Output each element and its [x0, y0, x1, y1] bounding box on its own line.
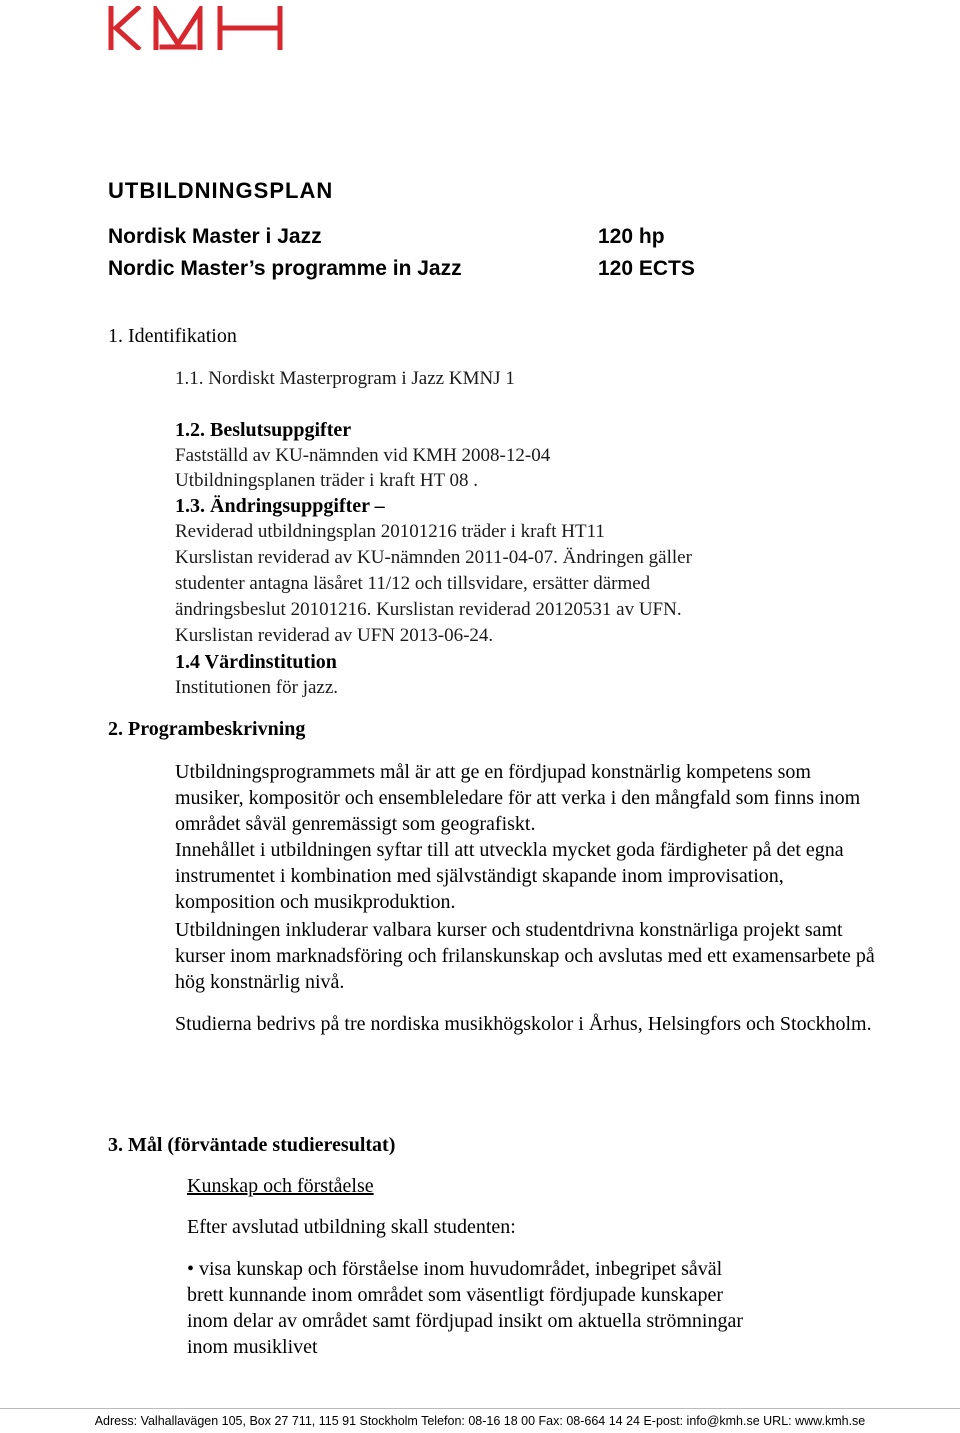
section-1-3-line4: ändringsbeslut 20101216. Kurslistan reviderad 20120531 av UFN.: [175, 599, 682, 620]
section-1-1: 1.1. Nordiskt Masterprogram i Jazz KMNJ 1: [175, 368, 515, 389]
footer-divider: [0, 1408, 960, 1409]
program-name-sv: Nordisk Master i Jazz: [108, 225, 322, 248]
section3-bullet-1: • visa kunskap och förståelse inom huvudområdet, inbegripet såväl brett kunnande inom området som väsentligt fördjupade kunskaper inom delar av området samt fördjupad insikt om aktuella strömningar inom musiklivet: [187, 1258, 743, 1358]
section2-paragraph-4: Studierna bedrivs på tre nordiska musikhögskolor i Århus, Helsingfors och Stockholm.: [175, 1013, 872, 1035]
page-footer: Adress: Valhallavägen 105, Box 27 711, 115 91 Stockholm Telefon: 08-16 18 00 Fax: 08-664 14 24 E-post: info@kmh.se URL: www.kmh.se: [94, 1414, 866, 1428]
section-1-3-heading: 1.3. Ändringsuppgifter –: [175, 495, 385, 517]
section1-heading: 1. Identifikation: [108, 325, 237, 347]
section-1-4-line1: Institutionen för jazz.: [175, 677, 339, 698]
section-1-3-line5: Kurslistan reviderad av UFN 2013-06-24.: [175, 625, 494, 646]
section3-subheading: Kunskap och förståelse: [187, 1175, 374, 1197]
section-1-2-heading: 1.2. Beslutsuppgifter: [175, 419, 352, 441]
program-name-en: Nordic Master’s programme in Jazz: [108, 257, 462, 280]
section-1-3-line2: Kurslistan reviderad av KU-nämnden 2011-04-07. Ändringen gäller: [175, 547, 692, 568]
section2-heading: 2. Programbeskrivning: [108, 718, 306, 740]
section-1-2-line2: Utbildningsplanen träder i kraft HT 08 .: [175, 470, 479, 491]
section-1-4-heading: 1.4 Värdinstitution: [175, 651, 337, 673]
section-1-3-line3: studenter antagna läsåret 11/12 och tillsvidare, ersätter därmed: [175, 573, 651, 594]
section3-intro: Efter avslutad utbildning skall studenten:: [187, 1216, 516, 1238]
document-title: UTBILDNINGSPLAN: [108, 178, 334, 203]
credits-ects: 120 ECTS: [598, 257, 695, 280]
section2-paragraph-1: Utbildningsprogrammets mål är att ge en fördjupad konstnärlig kompetens som musiker, kompositör och ensembleledare för att verka i den mångfald som finns inom området såväl genremässigt som geografiskt.: [175, 761, 861, 835]
kmh-logo: [108, 6, 284, 50]
section3-heading: 3. Mål (förväntade studieresultat): [108, 1134, 396, 1156]
section2-paragraph-3: Utbildningen inkluderar valbara kurser och studentdrivna konstnärliga projekt samt kurser inom marknadsföring och frilanskunskap och avslutas med ett examensarbete på hög konstnärlig nivå.: [175, 919, 875, 993]
credits-hp: 120 hp: [598, 225, 665, 248]
section-1-2-line1: Fastställd av KU-nämnden vid KMH 2008-12-04: [175, 445, 551, 466]
section-1-3-line1: Reviderad utbildningsplan 20101216 träder i kraft HT11: [175, 521, 605, 542]
section2-paragraph-2: Innehållet i utbildningen syftar till att utveckla mycket goda färdigheter på det egna instrumentet i kombination med självständigt skapande inom improvisation, komposition och musikproduktion.: [175, 839, 844, 913]
